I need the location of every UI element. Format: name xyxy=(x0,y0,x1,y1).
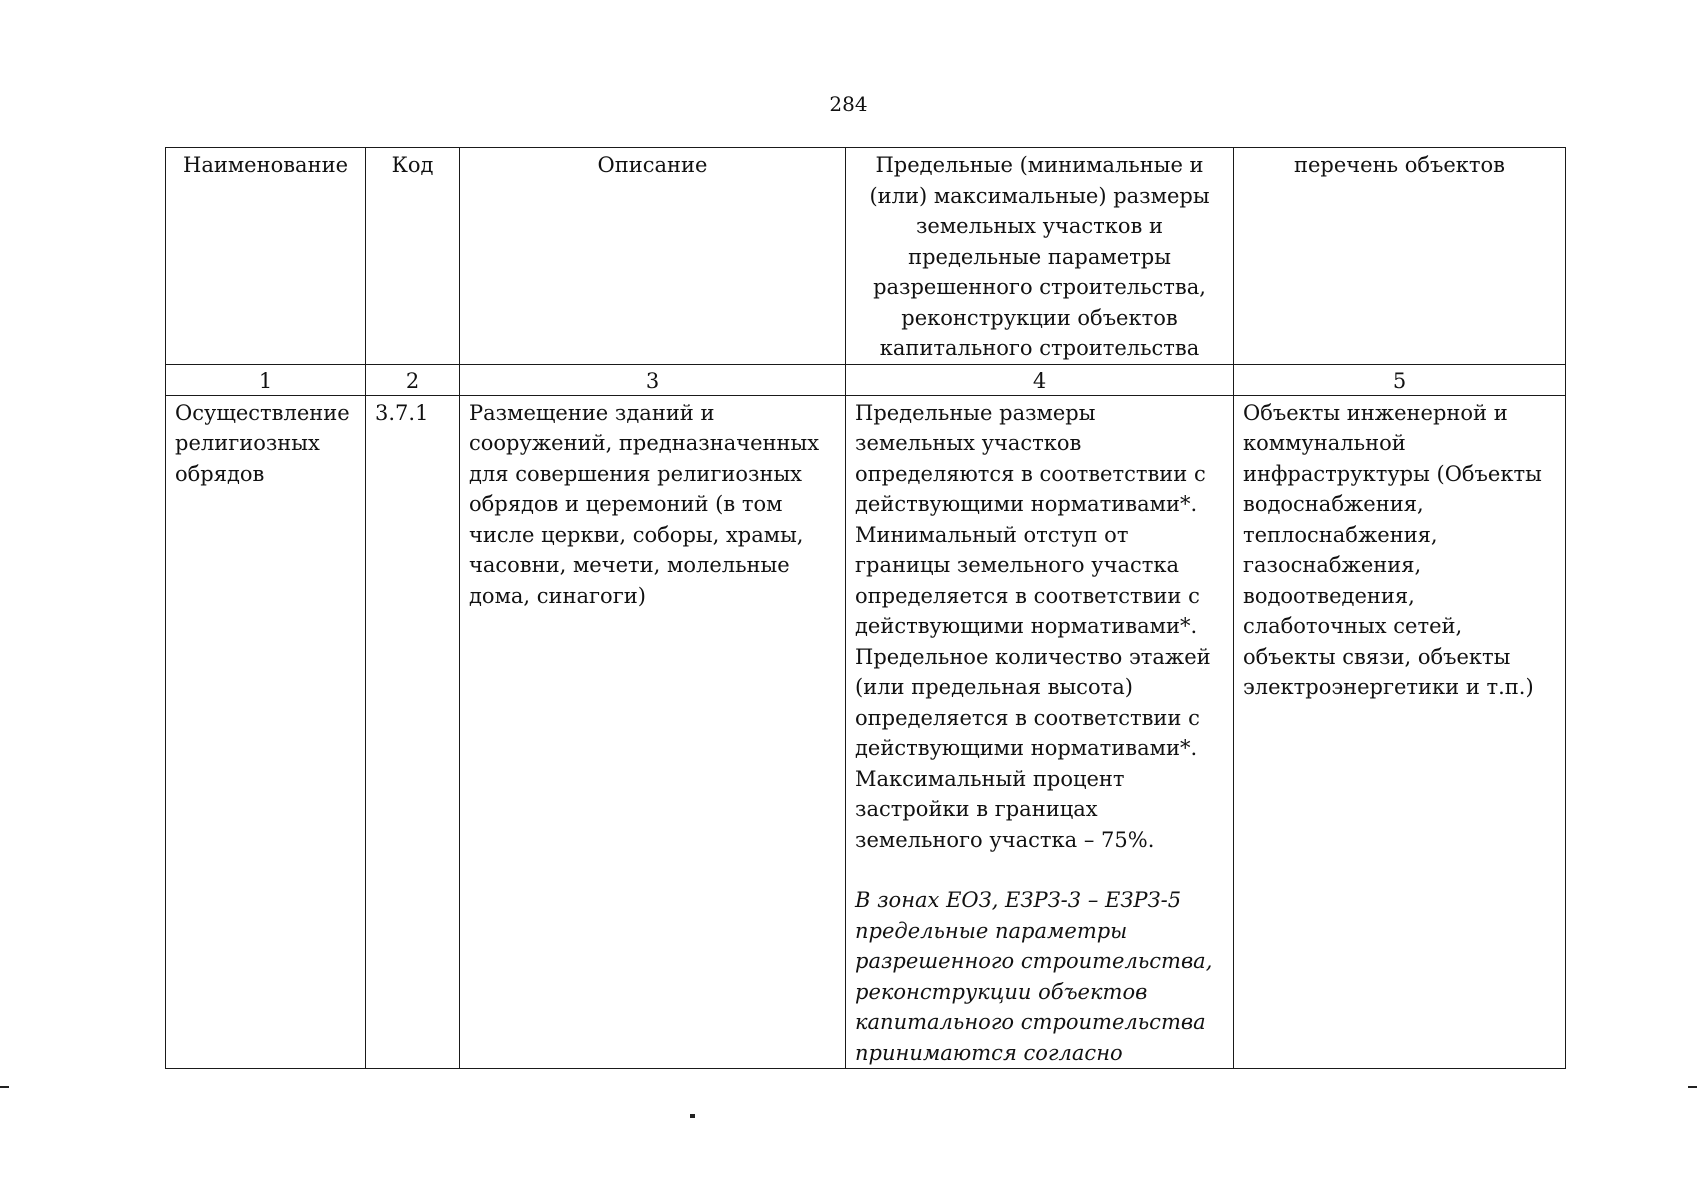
text-line: Наименование xyxy=(183,153,348,177)
text-line: Предельное количество этажей xyxy=(855,644,1211,669)
header-objects xyxy=(1234,148,1566,365)
text-line: земельных участков xyxy=(855,431,1082,455)
text-line: Минимальный отступ от xyxy=(855,522,1129,547)
text-line: теплоснабжения, xyxy=(1243,522,1438,547)
header-description xyxy=(460,148,846,365)
text-line: Описание xyxy=(597,153,708,177)
text-line: Максимальный процент xyxy=(855,766,1125,791)
text-line: перечень объектов xyxy=(1294,153,1505,177)
column-number: 4 xyxy=(846,364,1234,395)
text-line: принимаются согласно xyxy=(855,1040,1123,1065)
column-number: 5 xyxy=(1234,364,1566,395)
text-line: дома, синагоги) xyxy=(469,583,646,608)
parameters-note xyxy=(855,885,1224,1068)
text-line: 3.7.1 xyxy=(375,400,429,425)
text-line: газоснабжения, xyxy=(1243,553,1422,577)
text-line: разрешенного строительства, xyxy=(855,949,1213,973)
cell-name xyxy=(166,395,366,1069)
text-line: Предельные размеры xyxy=(855,400,1096,425)
text-line: В зонах ЕОЗ, ЕЗРЗ-3 – ЕЗРЗ-5 xyxy=(855,888,1182,912)
text-line: определяются в соответствии с xyxy=(855,461,1206,486)
text-line: Осуществление xyxy=(175,400,350,425)
text-line: капитального строительства xyxy=(855,1010,1206,1034)
text-line: действующими нормативами*. xyxy=(855,492,1198,516)
text-line: земельного участка – 75%. xyxy=(855,827,1155,852)
text-line: Размещение зданий и xyxy=(469,400,715,425)
header-code xyxy=(366,148,460,365)
cell-code xyxy=(366,395,460,1069)
text-line: капитального строительства xyxy=(879,336,1200,360)
text-line: действующими нормативами*. xyxy=(855,614,1198,638)
text-line: действующими нормативами*. xyxy=(855,736,1198,760)
left-margin-mark xyxy=(0,1086,9,1088)
header-row xyxy=(166,148,1566,365)
text-line: разрешенного строительства, xyxy=(873,275,1206,299)
text-line: водоотведения, xyxy=(1243,583,1415,608)
text-line: земельных участков и xyxy=(915,214,1164,238)
text-line: слаботочных сетей, xyxy=(1243,614,1463,638)
text-line: водоснабжения, xyxy=(1243,492,1424,516)
text-line: предельные параметры xyxy=(908,244,1171,269)
text-line: (или) максимальные) размеры xyxy=(869,183,1210,208)
text-line: предельные параметры xyxy=(855,918,1128,943)
regulation-table xyxy=(165,147,1566,1069)
scan-dot xyxy=(690,1114,695,1118)
header-parameters xyxy=(846,148,1234,365)
text-line: (или предельная высота) xyxy=(855,675,1133,699)
text-line: инфраструктуры (Объекты xyxy=(1243,461,1542,486)
text-line: реконструкции объектов xyxy=(901,305,1178,330)
header-name xyxy=(166,148,366,365)
text-line: электроэнергетики и т.п.) xyxy=(1243,675,1534,699)
cell-objects xyxy=(1234,395,1566,1069)
text-line: сооружений, предназначенных xyxy=(469,431,820,455)
column-number: 2 xyxy=(366,364,460,395)
text-line: Код xyxy=(391,153,434,177)
column-number: 3 xyxy=(460,364,846,395)
table-row xyxy=(166,395,1566,1069)
text-line: определяется в соответствии с xyxy=(855,583,1200,608)
text-line: реконструкции объектов xyxy=(855,979,1148,1004)
text-line: объекты связи, объекты xyxy=(1243,644,1511,669)
text-line: коммунальной xyxy=(1243,431,1406,455)
right-margin-mark xyxy=(1688,1086,1697,1088)
text-line: застройки в границах xyxy=(855,797,1098,821)
cell-description xyxy=(460,395,846,1069)
text-line: обрядов xyxy=(175,461,265,486)
text-line: обрядов и церемоний (в том xyxy=(469,492,783,516)
text-line: границы земельного участка xyxy=(855,553,1180,577)
text-line: Предельные (минимальные и xyxy=(875,153,1204,177)
text-line: для совершения религиозных xyxy=(469,461,803,486)
text-line: Объекты инженерной и xyxy=(1243,400,1508,425)
text-line: часовни, мечети, молельные xyxy=(469,553,790,577)
page-number: 284 xyxy=(829,92,868,116)
column-number-row xyxy=(166,364,1566,395)
column-number: 1 xyxy=(166,364,366,395)
text-line: числе церкви, соборы, храмы, xyxy=(469,522,804,547)
text-line: религиозных xyxy=(175,431,320,455)
text-line: определяется в соответствии с xyxy=(855,705,1200,730)
cell-parameters xyxy=(846,395,1234,1069)
